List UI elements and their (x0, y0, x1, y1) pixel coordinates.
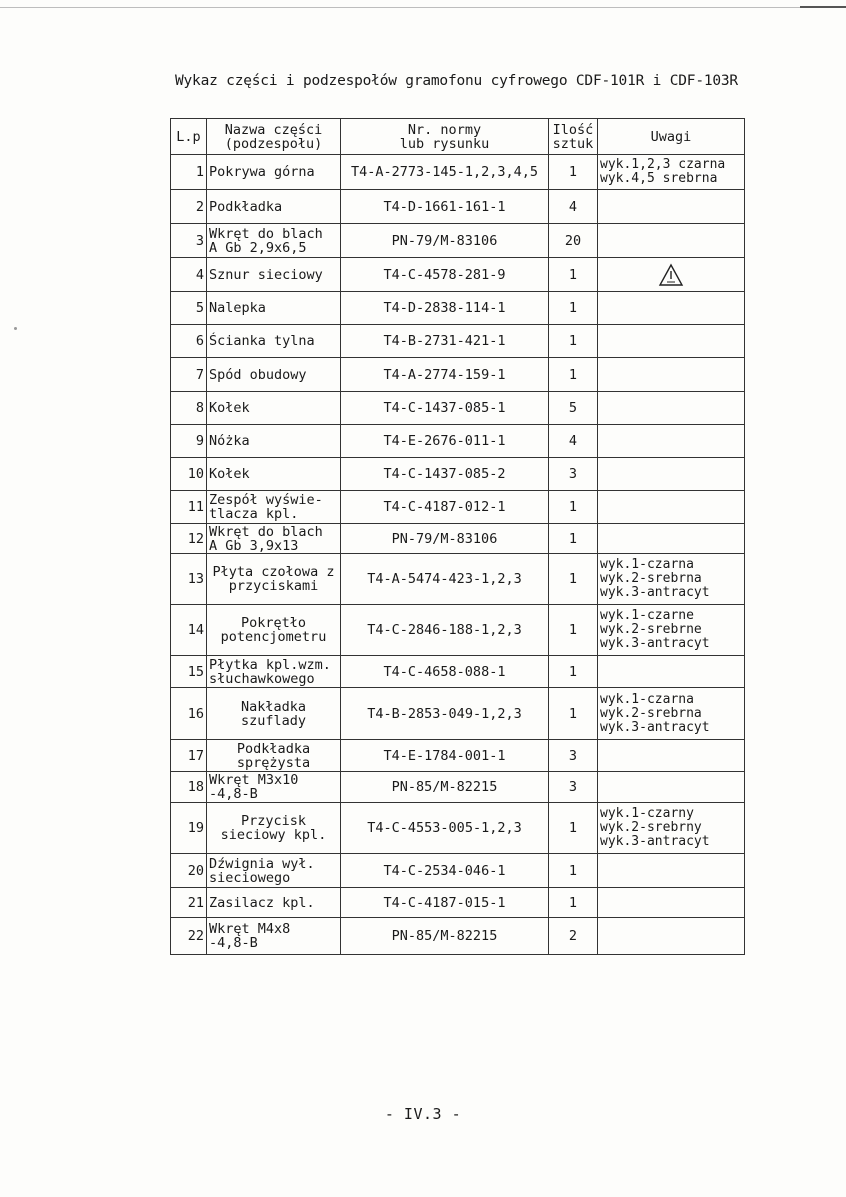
table-row (171, 292, 745, 325)
cell-lp: 20 (171, 854, 207, 888)
cell-part-name: Sznur sieciowy (207, 258, 341, 292)
note-line: wyk.4,5 srebrna (600, 171, 718, 186)
cell-part-name: Nalepka (207, 292, 341, 325)
cell-notes (598, 190, 745, 224)
cell-notes (598, 392, 745, 425)
table-row (171, 888, 745, 918)
table-row (171, 918, 745, 955)
cell-part-name: Zasilacz kpl. (207, 888, 341, 918)
cell-quantity: 4 (549, 425, 598, 458)
cell-quantity: 3 (549, 458, 598, 491)
cell-quantity: 1 (549, 155, 598, 190)
header-norm (341, 119, 549, 155)
cell-quantity: 1 (549, 258, 598, 292)
cell-quantity: 2 (549, 918, 598, 955)
cell-norm: T4-A-2773-145-1,2,3,4,5 (341, 155, 549, 190)
table-row (171, 425, 745, 458)
cell-lp: 14 (171, 605, 207, 656)
cell-part-name: Podkładka (207, 190, 341, 224)
table-row (171, 803, 745, 854)
cell-quantity: 1 (549, 656, 598, 688)
cell-notes (598, 656, 745, 688)
cell-lp: 12 (171, 524, 207, 554)
cell-lp: 8 (171, 392, 207, 425)
top-scan-mark (800, 6, 846, 8)
cell-norm: T4-C-2534-046-1 (341, 854, 549, 888)
table-row (171, 688, 745, 740)
warning-triangle-icon (658, 263, 684, 287)
cell-part-name: Płytka kpl.wzm. słuchawkowego (207, 656, 341, 688)
cell-norm: T4-C-4658-088-1 (341, 656, 549, 688)
scan-speck (14, 327, 17, 330)
top-scan-line (0, 7, 846, 8)
cell-norm: PN-79/M-83106 (341, 224, 549, 258)
cell-norm: T4-C-4187-015-1 (341, 888, 549, 918)
cell-part-name: Wkręt do blach A Gb 2,9x6,5 (207, 224, 341, 258)
cell-quantity: 1 (549, 358, 598, 392)
table-header-row (171, 119, 745, 155)
cell-lp: 16 (171, 688, 207, 740)
header-name-line1: Nazwa części (224, 121, 323, 138)
cell-part-name: Płyta czołowa z przyciskami (207, 554, 341, 605)
cell-lp: 17 (171, 740, 207, 772)
table-row (171, 392, 745, 425)
cell-part-name: Ścianka tylna (207, 325, 341, 358)
cell-norm: T4-E-1784-001-1 (341, 740, 549, 772)
cell-part-name: Przycisk sieciowy kpl. (207, 803, 341, 854)
table-row (171, 358, 745, 392)
cell-notes (598, 854, 745, 888)
table-row (171, 740, 745, 772)
cell-part-name: Pokrywa górna (207, 155, 341, 190)
cell-quantity: 1 (549, 524, 598, 554)
cell-norm: T4-E-2676-011-1 (341, 425, 549, 458)
cell-part-name: Zespół wyświe- tlacza kpl. (207, 491, 341, 524)
note-line: wyk.1-czarne (600, 608, 694, 623)
note-line: wyk.1-czarna (600, 557, 694, 572)
cell-norm: T4-C-2846-188-1,2,3 (341, 605, 549, 656)
cell-notes (598, 740, 745, 772)
header-qty (549, 119, 598, 155)
cell-lp: 21 (171, 888, 207, 918)
note-line: wyk.3-antracyt (600, 719, 710, 735)
header-qty-line2: sztuk (552, 135, 594, 152)
cell-part-name: Kołek (207, 458, 341, 491)
cell-notes (598, 524, 745, 554)
cell-norm: T4-C-4187-012-1 (341, 491, 549, 524)
cell-part-name: Dźwignia wył. sieciowego (207, 854, 341, 888)
note-line: wyk.2-srebrne (600, 622, 702, 637)
cell-part-name: Wkręt M4x8 -4,8-B (207, 918, 341, 955)
cell-norm: T4-C-4578-281-9 (341, 258, 549, 292)
cell-notes (598, 918, 745, 955)
cell-part-name: Wkręt M3x10 -4,8-B (207, 772, 341, 803)
cell-norm: T4-D-1661-161-1 (341, 190, 549, 224)
note-line: wyk.1,2,3 czarna (600, 157, 726, 172)
cell-norm: T4-B-2853-049-1,2,3 (341, 688, 549, 740)
cell-part-name: Nakładka szuflady (207, 688, 341, 740)
table-row (171, 325, 745, 358)
note-line: wyk.2-srebrna (600, 571, 702, 586)
cell-lp: 2 (171, 190, 207, 224)
note-line: wyk.1-czarny (600, 806, 694, 821)
cell-quantity: 3 (549, 772, 598, 803)
cell-lp: 15 (171, 656, 207, 688)
table-row (171, 224, 745, 258)
cell-notes (598, 554, 745, 605)
note-line: wyk.3-antracyt (600, 585, 710, 600)
cell-notes (598, 258, 745, 292)
table-row (171, 258, 745, 292)
note-line: wyk.3-antracyt (600, 636, 710, 651)
cell-quantity: 1 (549, 554, 598, 605)
cell-part-name: Kołek (207, 392, 341, 425)
cell-lp: 22 (171, 918, 207, 955)
cell-notes (598, 425, 745, 458)
header-norm-line2: lub rysunku (399, 135, 490, 152)
cell-lp: 18 (171, 772, 207, 803)
cell-notes (598, 224, 745, 258)
cell-lp: 1 (171, 155, 207, 190)
table-row (171, 155, 745, 190)
table-row (171, 491, 745, 524)
cell-notes (598, 803, 745, 854)
table-row (171, 524, 745, 554)
cell-norm: T4-C-1437-085-1 (341, 392, 549, 425)
document-title: Wykaz części i podzespołów gramofonu cyfrowego CDF-101R i CDF-103R (175, 73, 738, 89)
cell-quantity: 1 (549, 325, 598, 358)
cell-part-name: Pokrętło potencjometru (207, 605, 341, 656)
table-row (171, 605, 745, 656)
table-row (171, 554, 745, 605)
table-row (171, 190, 745, 224)
cell-lp: 4 (171, 258, 207, 292)
note-line: wyk.1-czarna (600, 691, 694, 707)
cell-quantity: 1 (549, 888, 598, 918)
cell-quantity: 1 (549, 491, 598, 524)
cell-notes (598, 155, 745, 190)
cell-norm: T4-C-4553-005-1,2,3 (341, 803, 549, 854)
cell-part-name: Nóżka (207, 425, 341, 458)
cell-lp: 19 (171, 803, 207, 854)
cell-notes (598, 605, 745, 656)
cell-quantity: 1 (549, 854, 598, 888)
table-row (171, 458, 745, 491)
cell-quantity: 1 (549, 605, 598, 656)
header-notes: Uwagi (598, 119, 745, 155)
cell-lp: 9 (171, 425, 207, 458)
header-lp: L.p (171, 119, 207, 155)
cell-norm: T4-B-2731-421-1 (341, 325, 549, 358)
cell-lp: 6 (171, 325, 207, 358)
header-norm-line1: Nr. normy (407, 121, 482, 138)
cell-quantity: 1 (549, 803, 598, 854)
cell-lp: 11 (171, 491, 207, 524)
cell-quantity: 4 (549, 190, 598, 224)
cell-quantity: 20 (549, 224, 598, 258)
cell-lp: 3 (171, 224, 207, 258)
cell-notes (598, 292, 745, 325)
note-line: wyk.3-antracyt (600, 834, 710, 849)
header-name-line2: (podzespołu) (224, 135, 323, 152)
parts-table (170, 118, 745, 955)
cell-lp: 5 (171, 292, 207, 325)
cell-part-name: Podkładka sprężysta (207, 740, 341, 772)
cell-norm: PN-85/M-82215 (341, 918, 549, 955)
cell-notes (598, 772, 745, 803)
table-row (171, 656, 745, 688)
cell-norm: T4-A-2774-159-1 (341, 358, 549, 392)
cell-lp: 13 (171, 554, 207, 605)
cell-notes (598, 491, 745, 524)
note-line: wyk.2-srebrna (600, 705, 702, 721)
cell-notes (598, 358, 745, 392)
header-name (207, 119, 341, 155)
cell-norm: T4-D-2838-114-1 (341, 292, 549, 325)
cell-norm: T4-A-5474-423-1,2,3 (341, 554, 549, 605)
cell-lp: 10 (171, 458, 207, 491)
cell-norm: T4-C-1437-085-2 (341, 458, 549, 491)
header-qty-line1: Ilość (552, 121, 594, 138)
cell-norm: PN-79/M-83106 (341, 524, 549, 554)
cell-notes (598, 888, 745, 918)
page-number: - IV.3 - (384, 1105, 462, 1123)
table-row (171, 854, 745, 888)
cell-part-name: Spód obudowy (207, 358, 341, 392)
note-line: wyk.2-srebrny (600, 820, 702, 835)
cell-notes (598, 458, 745, 491)
cell-norm: PN-85/M-82215 (341, 772, 549, 803)
cell-quantity: 3 (549, 740, 598, 772)
cell-notes (598, 325, 745, 358)
cell-part-name: Wkręt do blach A Gb 3,9x13 (207, 524, 341, 554)
cell-lp: 7 (171, 358, 207, 392)
cell-quantity: 1 (549, 688, 598, 740)
cell-quantity: 5 (549, 392, 598, 425)
table-row (171, 772, 745, 803)
cell-notes (598, 688, 745, 740)
cell-quantity: 1 (549, 292, 598, 325)
